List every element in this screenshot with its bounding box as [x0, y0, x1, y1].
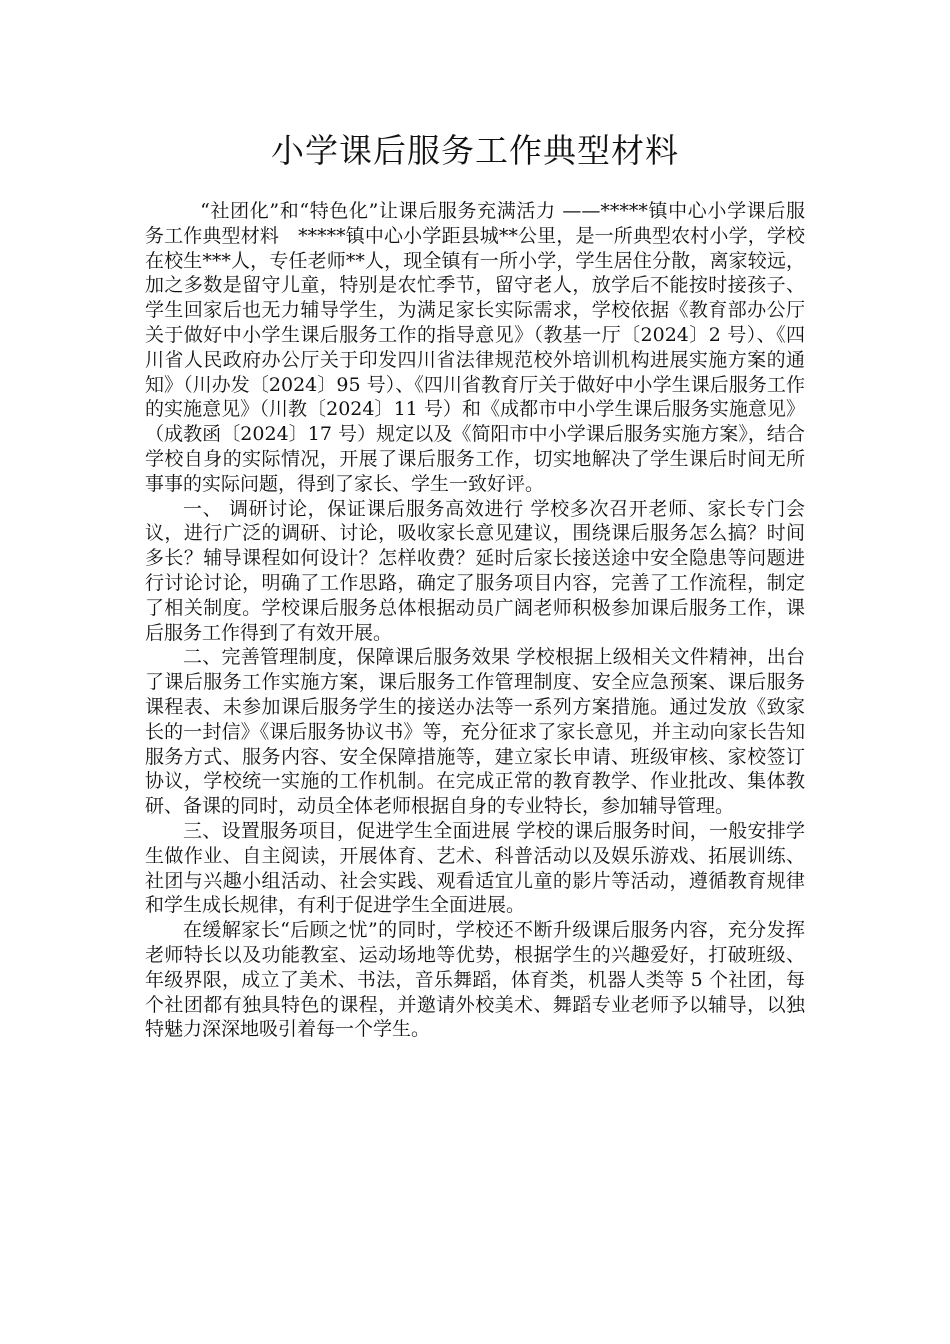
clubs-paragraph: 在缓解家长“后顾之忧”的同时，学校还不断升级课后服务内容，充分发挥老师特长以及功能教室、运动场地等优势，根据学生的兴趣爱好，打破班级、年级界限，成立了美术、书法，音乐舞蹈，体育类，机器人类等 5 个社团，每个社团都有独具特色的课程，并邀请外校美术、舞蹈专业老师予以辅导，以独特魅力深深地吸引着每一个学生。: [145, 919, 805, 1041]
document-body: [145, 199, 805, 1042]
intro-paragraph: “社团化”和“特色化”让课后服务充满活力 ——*****镇中心小学课后服务工作典型材料 *****镇中心小学距县城**公里，是一所典型农村小学，学校在校生***人，专任老师**人，现全镇有一所小学，学生居住分散，离家较远，加之多数是留守儿童，特别是农忙季节，留守老人，放学后不能按时接孩子、学生回家后也无力辅导学生，为满足家长实际需求，学校依据《教育部办公厅关于做好中小学生课后服务工作的指导意见》（教基一厅〔2024〕2 号）、《四川省人民政府办公厅关于印发四川省法律规范校外培训机构进展实施方案的通知》（川办发〔2024〕95 号）、《四川省教育厅关于做好中小学生课后服务工作的实施意见》（川教〔2024〕11 号）和《成都市中小学生课后服务实施意见》（成教函〔2024〕17 号）规定以及《简阳市中小学课后服务实施方案》，结合学校自身的实际情况，开展了课后服务工作，切实地解决了学生课后时间无所事事的实际问题，得到了家长、学生一致好评。: [145, 200, 805, 495]
document-title: 小学课后服务工作典型材料: [271, 131, 679, 170]
section-two-paragraph: 二、完善管理制度，保障课后服务效果 学校根据上级相关文件精神，出台了课后服务工作实施方案，课后服务工作管理制度、安全应急预案、课后服务课程表、未参加课后服务学生的接送办法等一系列方案措施。通过发放《致家长的一封信》《课后服务协议书》等，充分征求了家长意见，并主动向家长告知服务方式、服务内容、安全保障措施等，建立家长申请、班级审核、家校签订协议，学校统一实施的工作机制。在完成正常的教育教学、作业批改、集体教研、备课的同时，动员全体老师根据自身的专业特长，参加辅导管理。: [145, 646, 805, 818]
section-one-paragraph: 一、 调研讨论，保证课后服务高效进行 学校多次召开老师、家长专门会议，进行广泛的调研、讨论，吸收家长意见建议，围绕课后服务怎么搞？时间多长？辅导课程如何设计？怎样收费？延时后家长接送途中安全隐患等问题进行讨论讨论，明确了工作思路，确定了服务项目内容，完善了工作流程，制定了相关制度。学校课后服务总体根据动员广阔老师积极参加课后服务工作，课后服务工作得到了有效开展。: [145, 497, 805, 644]
section-three-paragraph: 三、设置服务项目，促进学生全面进展 学校的课后服务时间，一般安排学生做作业、自主阅读，开展体育、艺术、科普活动以及娱乐游戏、拓展训练、社团与兴趣小组活动、社会实践、观看适宜儿童的影片等活动，遵循教育规律和学生成长规律，有利于促进学生全面进展。: [145, 819, 805, 917]
